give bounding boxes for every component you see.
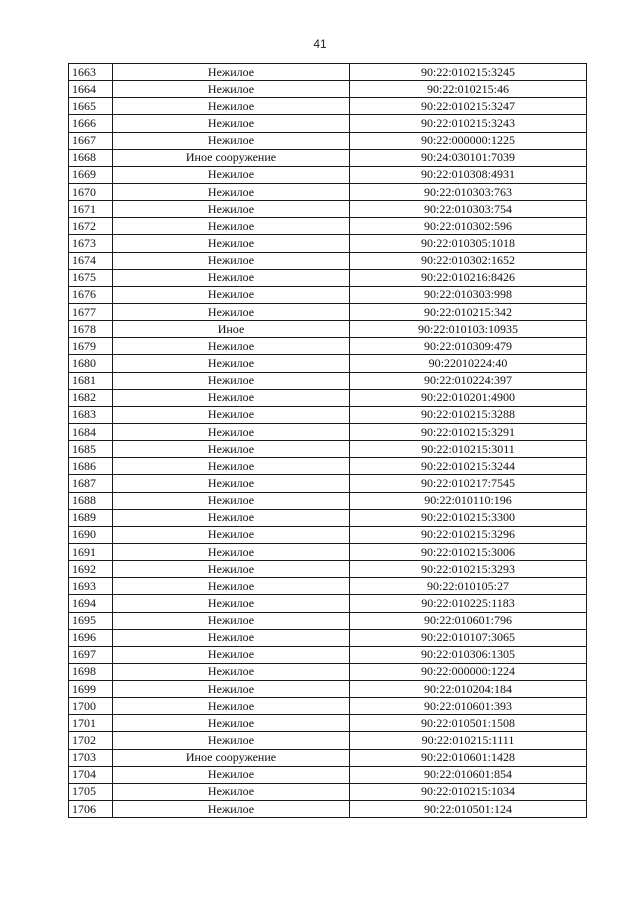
row-number-cell: 1679 (69, 338, 113, 355)
table-row (69, 303, 587, 320)
object-type-cell: Нежилое (113, 132, 350, 149)
object-type-cell: Нежилое (113, 269, 350, 286)
row-number-cell: 1665 (69, 98, 113, 115)
table-row (69, 338, 587, 355)
cadastral-number-cell: 90:22:010215:3291 (350, 423, 587, 440)
cadastral-number-cell: 90:22:010215:3006 (350, 543, 587, 560)
object-type-cell: Нежилое (113, 252, 350, 269)
table-row (69, 766, 587, 783)
table-row (69, 543, 587, 560)
object-type-cell: Нежилое (113, 595, 350, 612)
row-number-cell: 1702 (69, 732, 113, 749)
cadastral-number-cell: 90:22:010215:3288 (350, 406, 587, 423)
row-number-cell: 1689 (69, 509, 113, 526)
table-row (69, 441, 587, 458)
object-type-cell: Нежилое (113, 715, 350, 732)
object-type-cell: Нежилое (113, 783, 350, 800)
object-type-cell: Нежилое (113, 406, 350, 423)
object-type-cell: Нежилое (113, 646, 350, 663)
table-row (69, 166, 587, 183)
row-number-cell: 1675 (69, 269, 113, 286)
row-number-cell: 1692 (69, 561, 113, 578)
cadastral-number-cell: 90:22:010217:7545 (350, 475, 587, 492)
row-number-cell: 1685 (69, 441, 113, 458)
row-number-cell: 1677 (69, 303, 113, 320)
cadastral-number-cell: 90:22:010601:854 (350, 766, 587, 783)
row-number-cell: 1699 (69, 681, 113, 698)
table-row (69, 526, 587, 543)
row-number-cell: 1688 (69, 492, 113, 509)
row-number-cell: 1691 (69, 543, 113, 560)
row-number-cell: 1681 (69, 372, 113, 389)
table-row (69, 681, 587, 698)
object-type-cell: Нежилое (113, 441, 350, 458)
table-row (69, 801, 587, 818)
row-number-cell: 1695 (69, 612, 113, 629)
object-type-cell: Нежилое (113, 286, 350, 303)
object-type-cell: Нежилое (113, 303, 350, 320)
cadastral-number-cell: 90:22:010110:196 (350, 492, 587, 509)
object-type-cell: Нежилое (113, 201, 350, 218)
row-number-cell: 1678 (69, 321, 113, 338)
object-type-cell: Нежилое (113, 183, 350, 200)
table-row (69, 612, 587, 629)
cadastral-number-cell: 90:22:000000:1225 (350, 132, 587, 149)
cadastral-number-cell: 90:22:010215:3300 (350, 509, 587, 526)
table-row (69, 321, 587, 338)
table-row (69, 252, 587, 269)
object-type-cell: Нежилое (113, 372, 350, 389)
cadastral-number-cell: 90:22:010303:998 (350, 286, 587, 303)
table-row (69, 372, 587, 389)
table-row (69, 115, 587, 132)
row-number-cell: 1671 (69, 201, 113, 218)
row-number-cell: 1672 (69, 218, 113, 235)
row-number-cell: 1668 (69, 149, 113, 166)
cadastral-number-cell: 90:22:010216:8426 (350, 269, 587, 286)
cadastral-number-cell: 90:22:010215:3247 (350, 98, 587, 115)
cadastral-number-cell: 90:22:010225:1183 (350, 595, 587, 612)
object-type-cell: Нежилое (113, 338, 350, 355)
object-type-cell: Нежилое (113, 81, 350, 98)
row-number-cell: 1670 (69, 183, 113, 200)
cadastral-number-cell: 90:24:030101:7039 (350, 149, 587, 166)
object-type-cell: Нежилое (113, 218, 350, 235)
object-type-cell: Нежилое (113, 458, 350, 475)
object-type-cell: Нежилое (113, 561, 350, 578)
row-number-cell: 1704 (69, 766, 113, 783)
table-row (69, 132, 587, 149)
table-row (69, 458, 587, 475)
object-type-cell: Нежилое (113, 355, 350, 372)
object-type-cell: Нежилое (113, 492, 350, 509)
cadastral-number-cell: 90:22:010215:3244 (350, 458, 587, 475)
cadastral-number-cell: 90:22:010215:46 (350, 81, 587, 98)
table-row (69, 732, 587, 749)
table-body (69, 64, 587, 818)
table-row (69, 646, 587, 663)
table-row (69, 218, 587, 235)
cadastral-number-cell: 90:22:010601:1428 (350, 749, 587, 766)
table-row (69, 629, 587, 646)
table-row (69, 269, 587, 286)
cadastral-number-cell: 90:22:010215:1034 (350, 783, 587, 800)
object-type-cell: Нежилое (113, 64, 350, 81)
object-type-cell: Нежилое (113, 166, 350, 183)
object-type-cell: Нежилое (113, 235, 350, 252)
table-row (69, 64, 587, 81)
cadastral-number-cell: 90:22010224:40 (350, 355, 587, 372)
object-type-cell: Нежилое (113, 801, 350, 818)
cadastral-number-cell: 90:22:010601:796 (350, 612, 587, 629)
row-number-cell: 1682 (69, 389, 113, 406)
row-number-cell: 1674 (69, 252, 113, 269)
row-number-cell: 1680 (69, 355, 113, 372)
row-number-cell: 1663 (69, 64, 113, 81)
table-row (69, 715, 587, 732)
cadastral-number-cell: 90:22:010215:3011 (350, 441, 587, 458)
row-number-cell: 1694 (69, 595, 113, 612)
row-number-cell: 1669 (69, 166, 113, 183)
object-type-cell: Нежилое (113, 543, 350, 560)
cadastral-number-cell: 90:22:010215:3296 (350, 526, 587, 543)
table-row (69, 698, 587, 715)
object-type-cell: Иное сооружение (113, 149, 350, 166)
object-type-cell: Нежилое (113, 509, 350, 526)
property-registry-table (68, 63, 587, 818)
table-row (69, 98, 587, 115)
cadastral-number-cell: 90:22:010309:479 (350, 338, 587, 355)
object-type-cell: Нежилое (113, 423, 350, 440)
table-row (69, 389, 587, 406)
table-row (69, 749, 587, 766)
cadastral-number-cell: 90:22:010308:4931 (350, 166, 587, 183)
object-type-cell: Нежилое (113, 475, 350, 492)
object-type-cell: Нежилое (113, 681, 350, 698)
table-row (69, 286, 587, 303)
cadastral-number-cell: 90:22:010302:596 (350, 218, 587, 235)
object-type-cell: Иное сооружение (113, 749, 350, 766)
table-row (69, 235, 587, 252)
cadastral-number-cell: 90:22:010305:1018 (350, 235, 587, 252)
cadastral-number-cell: 90:22:010215:3243 (350, 115, 587, 132)
object-type-cell: Нежилое (113, 698, 350, 715)
cadastral-number-cell: 90:22:010107:3065 (350, 629, 587, 646)
cadastral-number-cell: 90:22:010501:1508 (350, 715, 587, 732)
row-number-cell: 1697 (69, 646, 113, 663)
row-number-cell: 1701 (69, 715, 113, 732)
row-number-cell: 1684 (69, 423, 113, 440)
row-number-cell: 1687 (69, 475, 113, 492)
cadastral-number-cell: 90:22:010601:393 (350, 698, 587, 715)
cadastral-number-cell: 90:22:010303:754 (350, 201, 587, 218)
cadastral-number-cell: 90:22:010215:342 (350, 303, 587, 320)
table-row (69, 595, 587, 612)
table-row (69, 561, 587, 578)
table-row (69, 509, 587, 526)
row-number-cell: 1705 (69, 783, 113, 800)
row-number-cell: 1664 (69, 81, 113, 98)
table-row (69, 578, 587, 595)
page-number: 41 (313, 37, 327, 51)
row-number-cell: 1676 (69, 286, 113, 303)
table-row (69, 663, 587, 680)
row-number-cell: 1693 (69, 578, 113, 595)
object-type-cell: Нежилое (113, 612, 350, 629)
cadastral-number-cell: 90:22:010501:124 (350, 801, 587, 818)
table-row (69, 355, 587, 372)
object-type-cell: Нежилое (113, 578, 350, 595)
object-type-cell: Нежилое (113, 732, 350, 749)
row-number-cell: 1683 (69, 406, 113, 423)
cadastral-number-cell: 90:22:010105:27 (350, 578, 587, 595)
cadastral-number-cell: 90:22:010215:3293 (350, 561, 587, 578)
row-number-cell: 1703 (69, 749, 113, 766)
object-type-cell: Нежилое (113, 389, 350, 406)
table-row (69, 475, 587, 492)
table-row (69, 201, 587, 218)
row-number-cell: 1667 (69, 132, 113, 149)
object-type-cell: Нежилое (113, 98, 350, 115)
table-row (69, 183, 587, 200)
row-number-cell: 1698 (69, 663, 113, 680)
table-row (69, 423, 587, 440)
row-number-cell: 1690 (69, 526, 113, 543)
object-type-cell: Нежилое (113, 526, 350, 543)
cadastral-number-cell: 90:22:010204:184 (350, 681, 587, 698)
cadastral-number-cell: 90:22:000000:1224 (350, 663, 587, 680)
row-number-cell: 1673 (69, 235, 113, 252)
table-row (69, 149, 587, 166)
cadastral-number-cell: 90:22:010215:3245 (350, 64, 587, 81)
object-type-cell: Нежилое (113, 629, 350, 646)
table-row (69, 81, 587, 98)
cadastral-number-cell: 90:22:010303:763 (350, 183, 587, 200)
table-row (69, 492, 587, 509)
row-number-cell: 1700 (69, 698, 113, 715)
table-row (69, 406, 587, 423)
object-type-cell: Нежилое (113, 766, 350, 783)
table-row (69, 783, 587, 800)
cadastral-number-cell: 90:22:010224:397 (350, 372, 587, 389)
cadastral-number-cell: 90:22:010306:1305 (350, 646, 587, 663)
object-type-cell: Иное (113, 321, 350, 338)
cadastral-number-cell: 90:22:010201:4900 (350, 389, 587, 406)
cadastral-number-cell: 90:22:010215:1111 (350, 732, 587, 749)
cadastral-number-cell: 90:22:010302:1652 (350, 252, 587, 269)
row-number-cell: 1666 (69, 115, 113, 132)
row-number-cell: 1686 (69, 458, 113, 475)
object-type-cell: Нежилое (113, 115, 350, 132)
row-number-cell: 1706 (69, 801, 113, 818)
cadastral-number-cell: 90:22:010103:10935 (350, 321, 587, 338)
row-number-cell: 1696 (69, 629, 113, 646)
object-type-cell: Нежилое (113, 663, 350, 680)
